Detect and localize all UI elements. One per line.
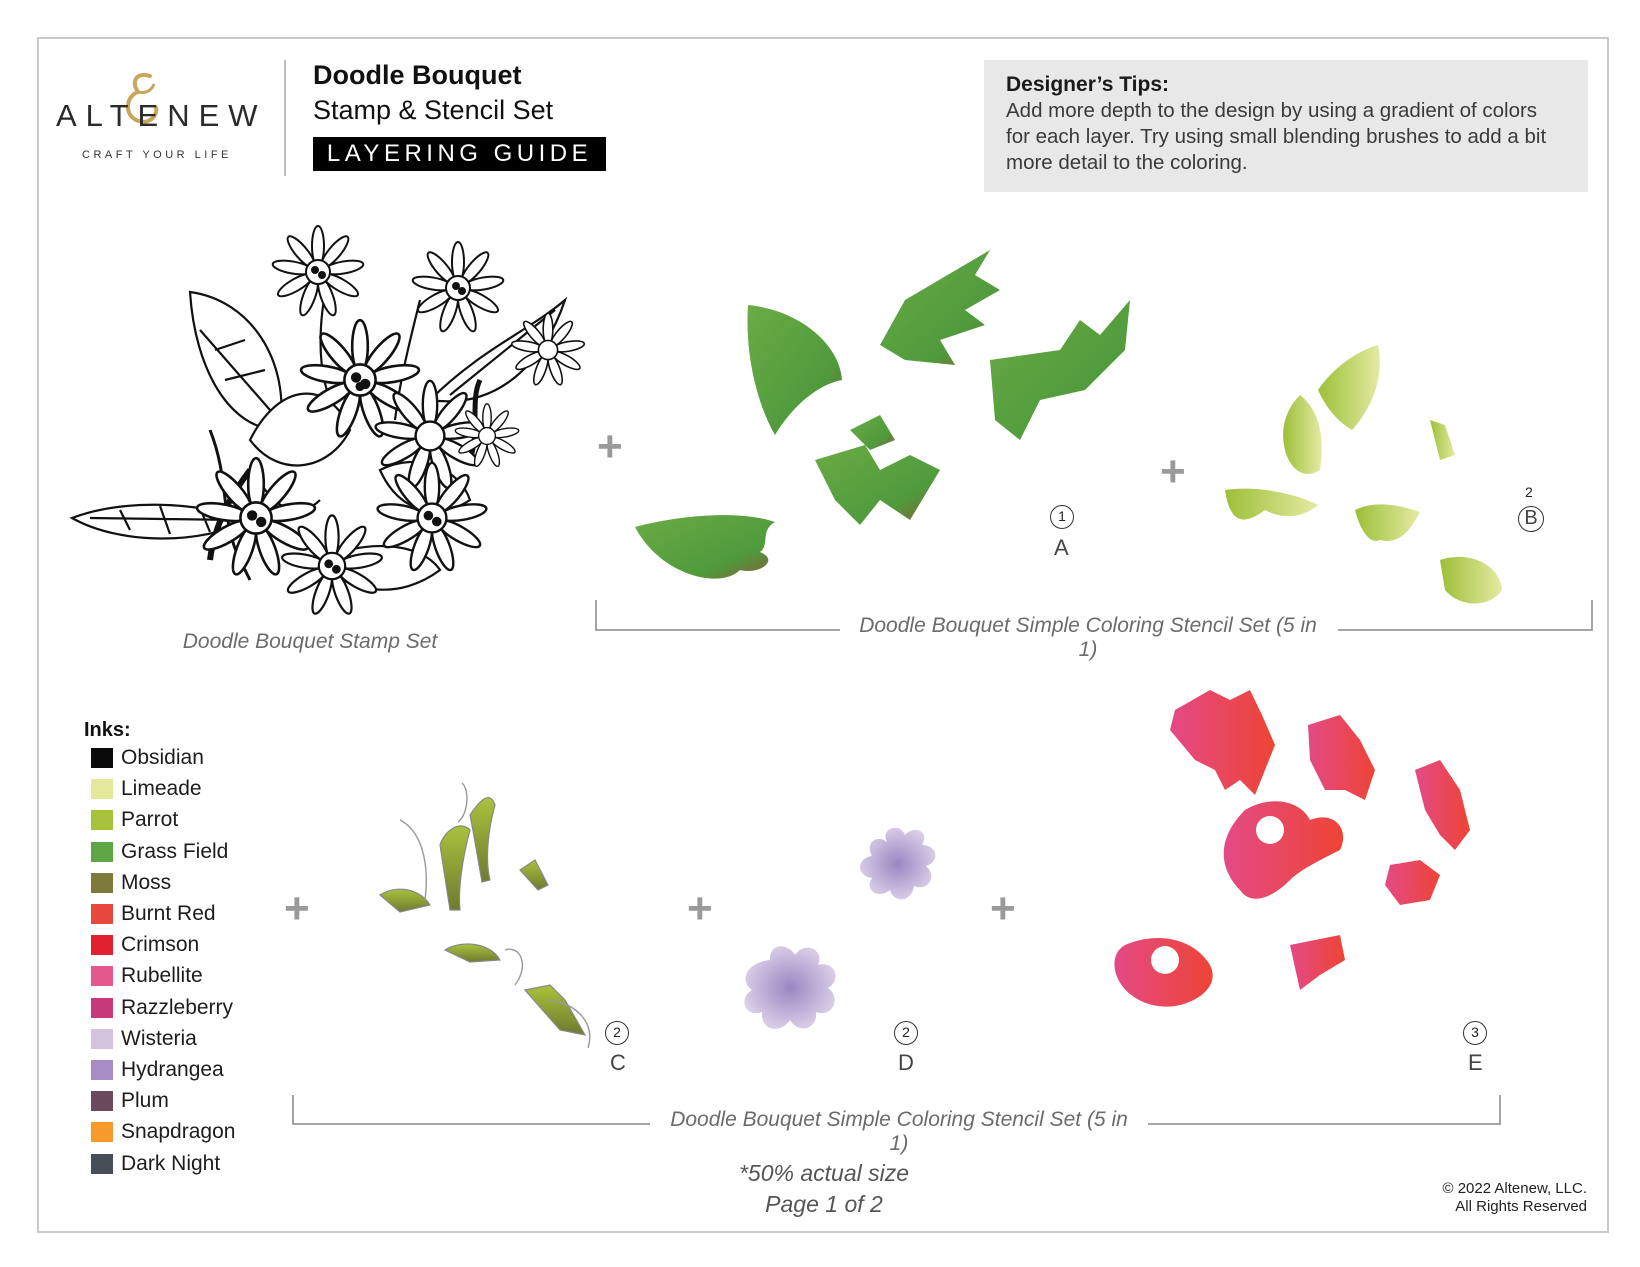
rights-line: All Rights Reserved (1455, 1198, 1587, 1215)
stamp-caption: Doodle Bouquet Stamp Set (182, 630, 438, 653)
plus-sign-3: + (284, 884, 310, 933)
tips-heading: Designer’s Tips: (1006, 73, 1169, 96)
layer-c-number: 2 (605, 1021, 629, 1045)
plus-sign-1: + (597, 422, 623, 471)
ink-name: Hydrangea (121, 1058, 224, 1081)
ink-swatch (91, 1060, 113, 1080)
ink-swatch (91, 935, 113, 955)
brand-logo: ALTENEW (56, 98, 267, 133)
ink-name: Plum (121, 1089, 169, 1113)
ink-item (91, 931, 199, 959)
layer-d-number: 2 (894, 1021, 918, 1045)
ink-item (91, 1056, 224, 1084)
ink-swatch (91, 904, 113, 924)
plus-sign-2: + (1160, 447, 1186, 496)
layer-e-letter: E (1468, 1050, 1483, 1075)
ink-swatch (91, 998, 113, 1018)
ink-name: Rubellite (121, 964, 203, 988)
layer-c-letter: C (610, 1050, 626, 1075)
scale-note: *50% actual size (738, 1160, 910, 1186)
ink-name: Razzleberry (121, 995, 234, 1019)
ink-item (91, 1150, 220, 1178)
ink-item (91, 806, 178, 834)
ink-swatch (91, 1122, 113, 1142)
copyright (1443, 1180, 1588, 1216)
copyright-line: © 2022 Altenew, LLC. (1442, 1180, 1587, 1197)
ink-item (91, 1118, 235, 1146)
ink-swatch (91, 779, 113, 799)
layer-c-moss-stems (380, 798, 585, 1035)
ink-name: Crimson (121, 933, 200, 957)
brand-tagline: CRAFT YOUR LIFE (82, 149, 232, 161)
layer-b-number: 2 (1525, 484, 1533, 500)
ink-name: Burnt Red (121, 902, 216, 925)
layer-b-letter: B (1518, 506, 1544, 532)
ink-item (91, 775, 202, 803)
ink-name: Obsidian (121, 746, 204, 769)
ink-item (91, 900, 216, 928)
ink-name: Limeade (121, 777, 202, 801)
ink-name: Dark Night (121, 1151, 221, 1175)
plus-sign-5: + (990, 884, 1016, 933)
ink-name: Grass Field (121, 839, 229, 863)
tips-line-3: more detail to the coloring. (1006, 151, 1248, 174)
layer-a-letter: A (1054, 535, 1069, 560)
layer-d-violet-flowers (745, 828, 936, 1029)
layer-b-lime-leaves (1225, 345, 1502, 604)
ink-item (91, 994, 233, 1022)
layering-guide-badge: LAYERING GUIDE (313, 137, 606, 171)
layer-e-number: 3 (1463, 1021, 1487, 1045)
page-title: Doodle Bouquet (313, 60, 522, 90)
layer-a-number: 1 (1050, 505, 1074, 529)
ink-item (91, 744, 204, 772)
ink-item (91, 869, 171, 897)
plus-sign-4: + (687, 884, 713, 933)
ink-item (91, 838, 228, 866)
ink-item (91, 1087, 169, 1115)
ink-item (91, 962, 203, 990)
layer-d-letter: D (898, 1050, 914, 1075)
ink-swatch (91, 842, 113, 862)
ink-name: Wisteria (121, 1026, 197, 1050)
tips-line-1: Add more depth to the design by using a gradient of colors (1006, 99, 1538, 122)
ink-swatch (91, 1091, 113, 1111)
stencil-caption-top: Doodle Bouquet Simple Coloring Stencil Set (5 in 1) (859, 614, 1317, 661)
inks-title: Inks: (84, 719, 131, 741)
page-subtitle: Stamp & Stencil Set (313, 95, 554, 125)
ink-swatch (91, 748, 113, 768)
ink-name: Parrot (121, 808, 179, 832)
stencil-caption-bottom: Doodle Bouquet Simple Coloring Stencil Set (5 in 1) (670, 1108, 1128, 1155)
ink-name: Moss (121, 870, 172, 894)
page-number: Page 1 of 2 (765, 1191, 883, 1217)
ink-swatch (91, 873, 113, 893)
layer-a-green-leaves (635, 250, 1130, 579)
ink-swatch (91, 810, 113, 830)
ink-name: Snapdragon (121, 1120, 236, 1144)
ink-swatch (91, 1154, 113, 1174)
ink-swatch (91, 966, 113, 986)
tips-line-2: for each layer. Try using small blending brushes to add a bit (1006, 125, 1547, 148)
ink-item (91, 1025, 197, 1053)
ink-swatch (91, 1029, 113, 1049)
